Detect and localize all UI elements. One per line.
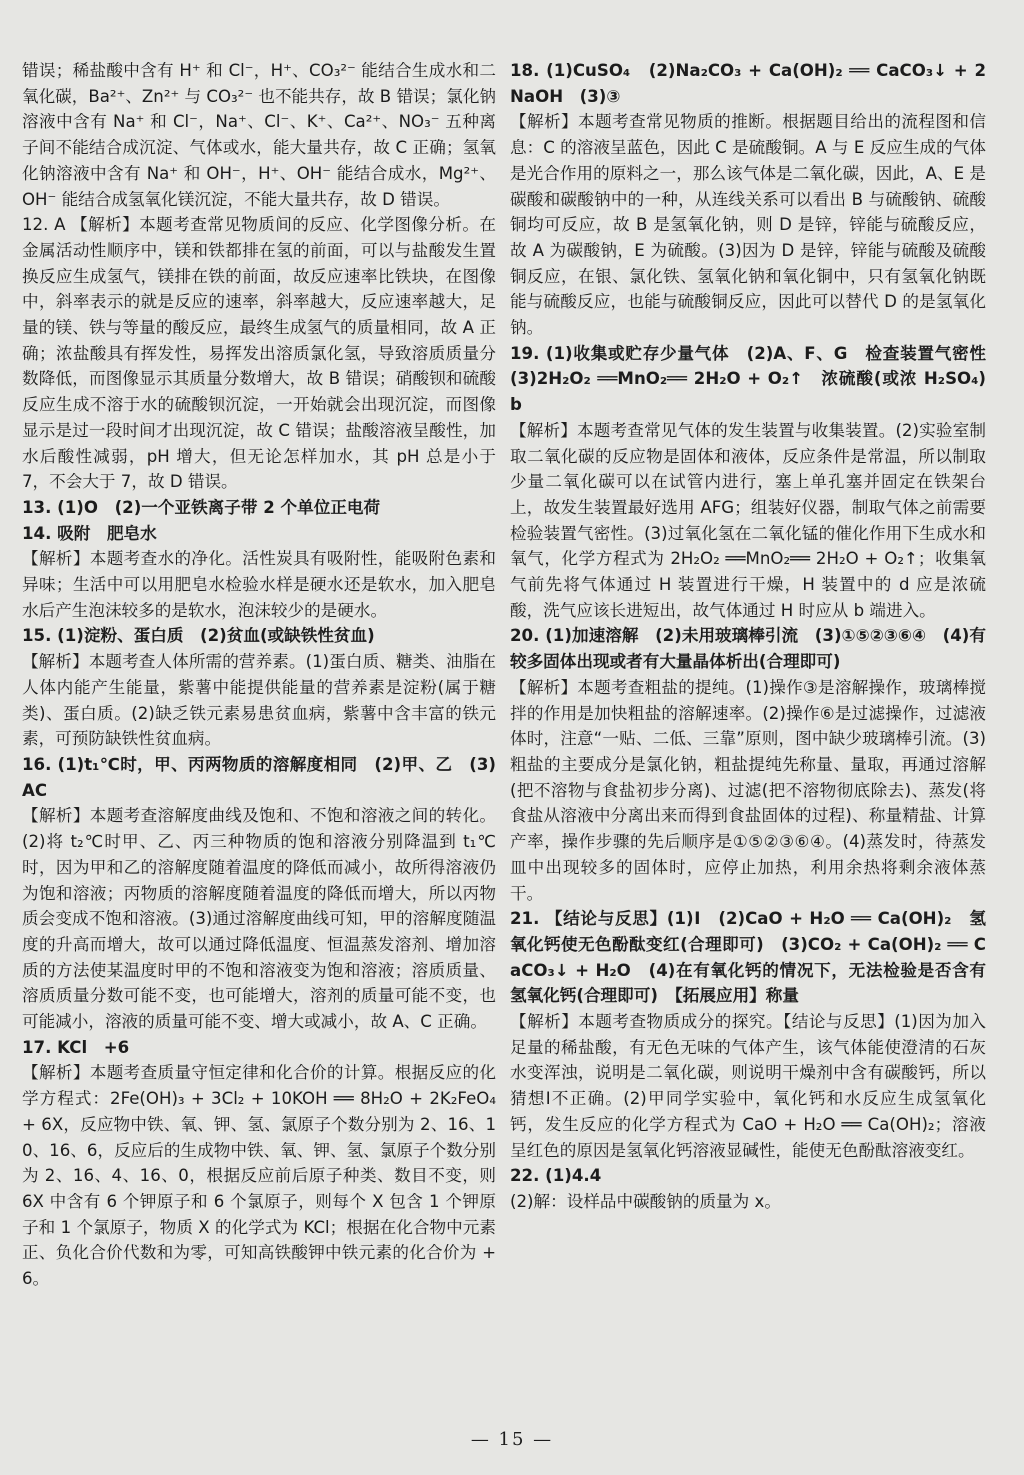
paragraph: 【解析】本题考查物质成分的探究。【结论与反思】(1)因为加入足量的稀盐酸，有无色无味的气体产生，该气体能使澄清的石灰水变浑浊，说明是二氧化碳，则说明干燥剂中含有碳酸钙，所以猜想Ⅰ不正确。(2)甲同学实验中，氧化钙和水反应生成氢氧化钙，发生反应的化学方程式为 CaO + H₂O ══ Ca(OH)₂；溶液呈红色的原因是氢氧化钙溶液显碱性，能使无色酚酞溶液变红。	[510, 1012, 986, 1160]
paragraph: 【解析】本题考查溶解度曲线及饱和、不饱和溶液之间的转化。(2)将 t₂℃时甲、乙、丙三种物质的饱和溶液分别降温到 t₁℃时，因为甲和乙的溶解度随着温度的降低而减小，故所得溶液仍为饱和溶液；丙物质的溶解度随着温度的降低而增大，所以丙物质会变成不饱和溶液。(3)通过溶解度曲线可知，甲的溶解度随温度的升高而增大，故可以通过降低温度、恒温蒸发溶剂、增加溶质的方法使某温度时甲的不饱和溶液变为饱和溶液；溶质质量、溶质质量分数可能不变，也可能增大，溶剂的质量可能不变，也可能减小，溶液的质量可能不变、增大或减小，故 A、C 正确。	[22, 806, 496, 1032]
paragraph: 19. (1)收集或贮存少量气体 (2)A、F、G 检查装置气密性 (3)2H₂O₂ ══MnO₂══ 2H₂O + O₂↑ 浓硫酸(或浓 H₂SO₄) b	[510, 343, 1003, 415]
paragraph: 21. 【结论与反思】(1)Ⅰ (2)CaO + H₂O ══ Ca(OH)₂ 氢氧化钙使无色酚酞变红(合理即可) (3)CO₂ + Ca(OH)₂ ══ CaCO₃↓ + H₂O (4)在有氧化钙的情况下，无法检验是否含有氢氧化钙(合理即可) 【拓展应用】称量	[510, 909, 986, 1006]
paragraph: 18. (1)CuSO₄ (2)Na₂CO₃ + Ca(OH)₂ ══ CaCO₃↓ + 2NaOH (3)③	[510, 61, 986, 106]
paragraph: 【解析】本题考查常见物质的推断。根据题目给出的流程图和信息：C 的溶液呈蓝色，因此 C 是硫酸铜。A 与 E 反应生成的气体是光合作用的原料之一，那么该气体是二氧化碳，因此，A、E 是碳酸和碳酸钠中的一种，从连线关系可以看出 B 与硫酸钠、硫酸铜均可反应，故 B 是氢氧化钠，则 D 是锌，锌能与硫酸反应，故 A 为碳酸钠，E 为硫酸。(3)因为 D 是锌，锌能与硫酸及硫酸铜反应，在银、氯化铁、氢氧化钠和氧化铜中，只有氢氧化钠既能与硫酸反应，也能与硫酸铜反应，因此可以替代 D 的是氢氧化钠。	[510, 112, 986, 338]
paragraph: 【解析】本题考查粗盐的提纯。(1)操作③是溶解操作，玻璃棒搅拌的作用是加快粗盐的溶解速率。(2)操作⑥是过滤操作，过滤液体时，注意“一贴、二低、三靠”原则，图中缺少玻璃棒引流。(3)粗盐的主要成分是氯化钠，粗盐提纯先称量、量取，再通过溶解(把不溶物与食盐初步分离)、过滤(把不溶物彻底除去)、蒸发(将食盐从溶液中分离出来而得到食盐固体的过程)、称量精盐、计算产率，操作步骤的先后顺序是①⑤②③⑥④。(4)蒸发时，待蒸发皿中出现较多的固体时，应停止加热，利用余热将剩余液体蒸干。	[510, 677, 986, 903]
paragraph: 【解析】本题考查水的净化。活性炭具有吸附性，能吸附色素和异味；生活中可以用肥皂水检验水样是硬水还是软水，加入肥皂水后产生泡沫较多的是软水，泡沫较少的是硬水。	[22, 549, 496, 620]
paragraph: 15. (1)淀粉、蛋白质 (2)贫血(或缺铁性贫血)	[22, 626, 375, 646]
paragraph: 16. (1)t₁℃时，甲、丙两物质的溶解度相同 (2)甲、乙 (3)AC	[22, 754, 496, 800]
paragraph: 【解析】本题考查常见气体的发生装置与收集装置。(2)实验室制取二氧化碳的反应物是固体和液体，反应条件是常温，所以制取少量二氧化碳可以在试管内进行，塞上单孔塞并固定在铁架台上，故发生装置最好选用 AFG；组装好仪器，制取气体之前需要检验装置气密性。(3)过氧化氢在二氧化锰的催化作用下生成水和氧气，化学方程式为 2H₂O₂ ══MnO₂══ 2H₂O + O₂↑；收集氧气前先将气体通过 H 装置进行干燥，H 装置中的 d 应是浓硫酸，洗气应该长进短出，故气体通过 H 时应从 b 端进入。	[510, 420, 986, 620]
paragraph: 12. A 【解析】本题考查常见物质间的反应、化学图像分析。在金属活动性顺序中，镁和铁都排在氢的前面，可以与盐酸发生置换反应生成氢气，镁排在铁的前面，故反应速率比铁块，在图像中，斜率表示的就是反应的速率，斜率越大，反应速率越大，足量的镁、铁与等量的酸反应，最终生成氢气的质量相同，故 A 正确；浓盐酸具有挥发性，易挥发出溶质氯化氢，导致溶质质量分数降低，而图像显示其质量分数增大，故 B 错误；硝酸钡和硫酸反应生成不溶于水的硫酸钡沉淀，一开始就会出现沉淀，而图像显示是过一段时间才出现沉淀，故 C 错误；盐酸溶液呈酸性，加水后酸性减弱，pH 增大，但无论怎样加水，其 pH 总是小于 7，不会大于 7，故 D 错误。	[22, 215, 496, 492]
paragraph: 17. KCl +6	[22, 1037, 130, 1057]
left-column	[22, 58, 496, 1292]
paragraph: (2)解：设样品中碳酸钠的质量为 x。	[510, 1191, 781, 1211]
paragraph: 20. (1)加速溶解 (2)未用玻璃棒引流 (3)①⑤②③⑥④ (4)有较多固体出现或者有大量晶体析出(合理即可)	[510, 626, 986, 672]
paragraph: 错误；稀盐酸中含有 H⁺ 和 Cl⁻，H⁺、CO₃²⁻ 能结合生成水和二氧化碳，Ba²⁺、Zn²⁺ 与 CO₃²⁻ 也不能共存，故 B 错误；氯化钠溶液中含有 Na⁺ 和 Cl⁻，Na⁺、Cl⁻、K⁺、Ca²⁺、NO₃⁻ 五种离子间不能结合成沉淀、气体或水，能大量共存，故 C 正确；氢氧化钠溶液中含有 Na⁺ 和 OH⁻，H⁺、OH⁻ 能结合成水，Mg²⁺、OH⁻ 能结合成氢氧化镁沉淀，不能大量共存，故 D 错误。	[22, 61, 497, 209]
paragraph: 14. 吸附 肥皂水	[22, 523, 157, 543]
paragraph: 【解析】本题考查人体所需的营养素。(1)蛋白质、糖类、油脂在人体内能产生能量，紫薯中能提供能量的营养素是淀粉(属于糖类)、蛋白质。(2)缺乏铁元素易患贫血病，紫薯中含丰富的铁元素，可预防缺铁性贫血病。	[22, 652, 496, 749]
right-column	[510, 58, 1003, 1215]
paragraph: 13. (1)O (2)一个亚铁离子带 2 个单位正电荷	[22, 497, 381, 517]
page-number: — 15 —	[470, 1429, 554, 1450]
paragraph: 【解析】本题考查质量守恒定律和化合价的计算。根据反应的化学方程式：2Fe(OH)₃ + 3Cl₂ + 10KOH ══ 8H₂O + 2K₂FeO₄ + 6X，反应物中铁、氧、钾、氢、氯原子个数分别为 2、16、10、16、6，反应后的生成物中铁、氧、钾、氢、氯原子个数分别为 2、16、4、16、0，根据反应前后原子种类、数目不变，则 6X 中含有 6 个钾原子和 6 个氯原子，则每个 X 包含 1 个钾原子和 1 个氯原子，物质 X 的化学式为 KCl；根据在化合物中元素正、负化合价代数和为零，可知高铁酸钾中铁元素的化合价为 +6。	[22, 1063, 496, 1289]
paragraph: 22. (1)4.4	[510, 1166, 602, 1186]
